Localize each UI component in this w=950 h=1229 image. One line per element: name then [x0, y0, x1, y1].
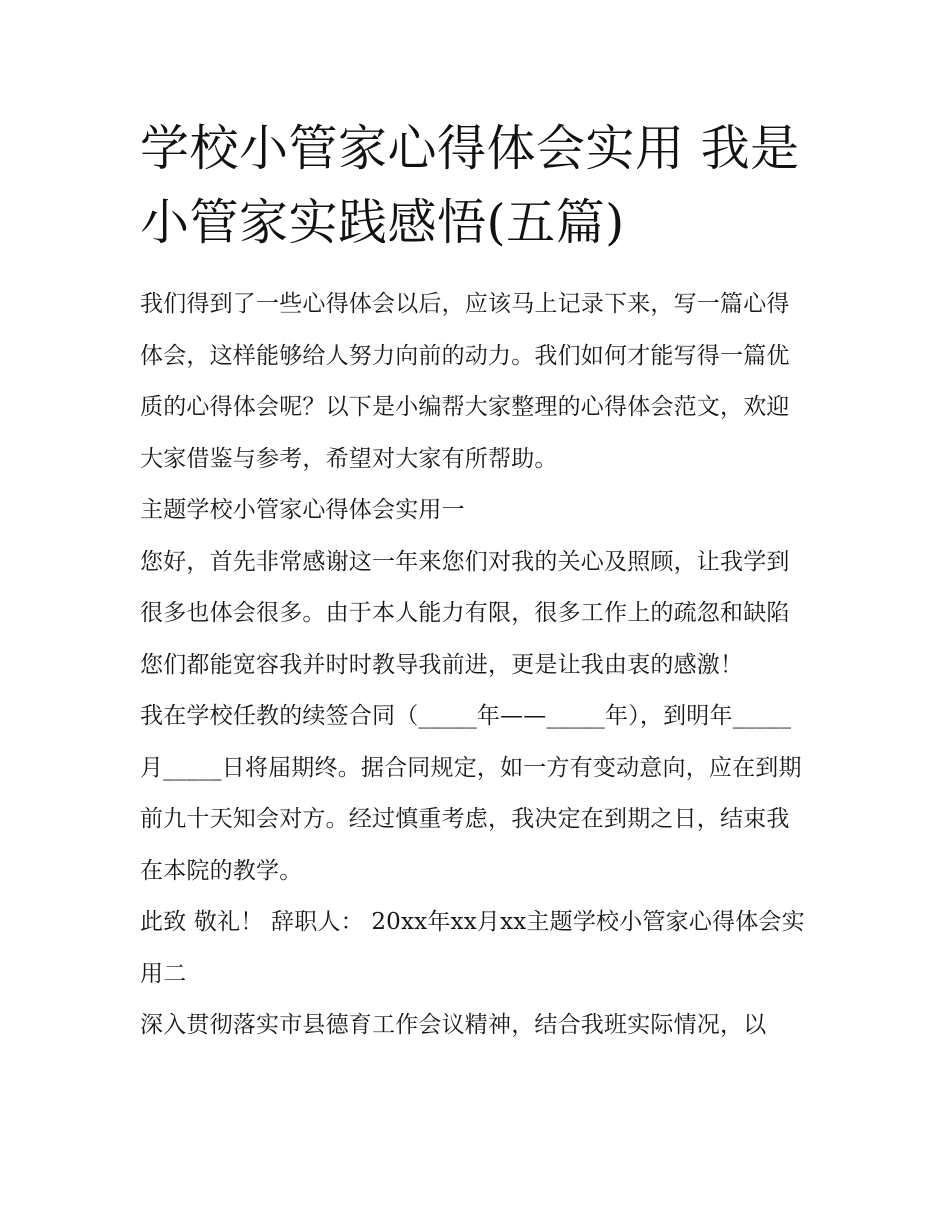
closing-paragraph: 此致 敬礼！ 辞职人： 20xx年xx月xx主题学校小管家心得体会实用二	[140, 909, 805, 987]
intro-paragraph: 我们得到了一些心得体会以后，应该马上记录下来，写一篇心得体会，这样能够给人努力向前的动力。我们如何才能写得一篇优质的心得体会呢？以下是小编帮大家整理的心得体会范文，欢迎大家借鉴与参考，希望对大家有所帮助。	[140, 291, 790, 472]
document-title: 学校小管家心得体会实用 我是小管家实践感悟(五篇)	[140, 120, 800, 251]
greeting-paragraph: 您好，首先非常感谢这一年来您们对我的关心及照顾，让我学到很多也体会很多。由于本人能力有限，很多工作上的疏忽和缺陷您们都能宽容我并时时教导我前进，更是让我由衷的感激！	[140, 548, 790, 678]
section-two-paragraph: 深入贯彻落实市县德育工作会议精神，结合我班实际情况，以	[140, 1012, 767, 1038]
document-body	[140, 279, 812, 1052]
contract-paragraph: 我在学校任教的续签合同（_____年——_____年），到明年_____月_____日将届期终。据合同规定，如一方有变动意向，应在到期前九十天知会对方。经过慎重考虑，我决定在到期之日，结束我在本院的教学。	[140, 703, 802, 884]
section-heading-one: 主题学校小管家心得体会实用一	[140, 497, 465, 523]
